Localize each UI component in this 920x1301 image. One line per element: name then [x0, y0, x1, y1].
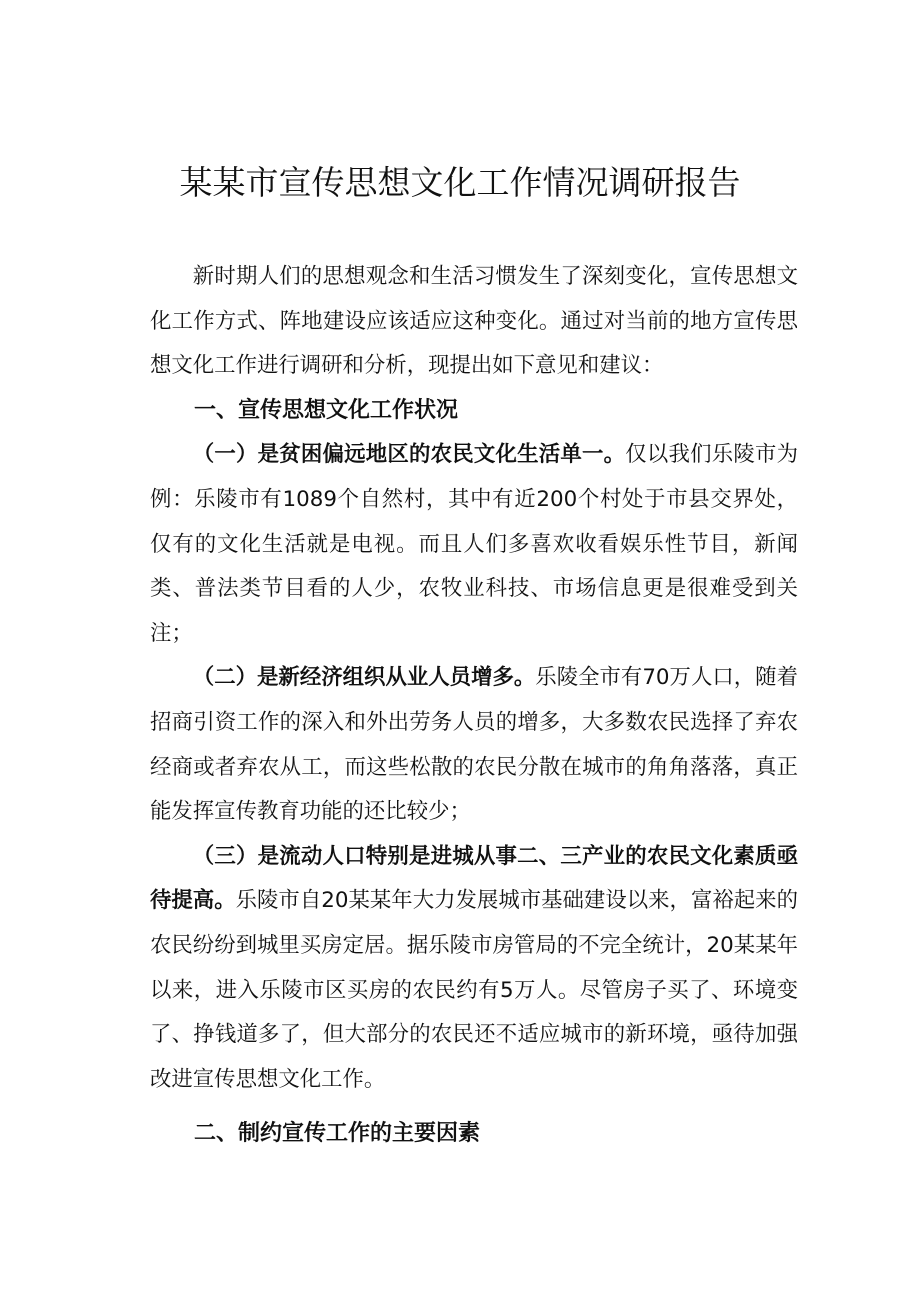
item-text-3: 乐陵市自20某某年大力发展城市基础建设以来，富裕起来的农民纷纷到城里买房定居。据乐陵市房管局的不完全统计，20某某年以来，进入乐陵市区买房的农民约有5万人。尽管房子买了、环境变了、挣钱道多了，但大部分的农民还不适应城市的新环境，亟待加强改进宣传思想文化工作。	[150, 888, 798, 1092]
section-heading-2: 二、制约宣传工作的主要因素	[194, 1121, 481, 1147]
section-heading-1: 一、宣传思想文化工作状况	[194, 397, 459, 423]
intro-paragraph: 新时期人们的思想观念和生活习惯发生了深刻变化，宣传思想文化工作方式、阵地建设应该适应这种变化。通过对当前的地方宣传思想文化工作进行调研和分析，现提出如下意见和建议：	[150, 264, 798, 379]
item-lead-1: （一）是贫困偏远地区的农民文化生活单一。	[192, 442, 626, 468]
document-body	[150, 255, 798, 1157]
item-text-2: 乐陵全市有70万人口，随着招商引资工作的深入和外出劳务人员的增多，大多数农民选择了弃农经商或者弃农从工，而这些松散的农民分散在城市的角角落落，真正能发挥宣传教育功能的还比较少；	[150, 665, 798, 825]
item-text-1: 仅以我们乐陵市为例：乐陵市有1089个自然村，其中有近200个村处于市县交界处，仅有的文化生活就是电视。而且人们多喜欢收看娱乐性节目，新闻类、普法类节目看的人少，农牧业科技、市场信息更是很难受到关注；	[150, 442, 798, 646]
item-lead-3: （三）是流动人口特别是进城从事二、三产业的农民文化素质亟待提高。	[150, 843, 798, 914]
document-title: 某某市宣传思想文化工作情况调研报告	[179, 163, 741, 202]
item-paragraph-2	[150, 656, 798, 834]
item-paragraph-3	[150, 835, 798, 1103]
item-lead-2: （二）是新经济组织从业人员增多。	[192, 665, 536, 691]
item-paragraph-1	[150, 433, 798, 656]
